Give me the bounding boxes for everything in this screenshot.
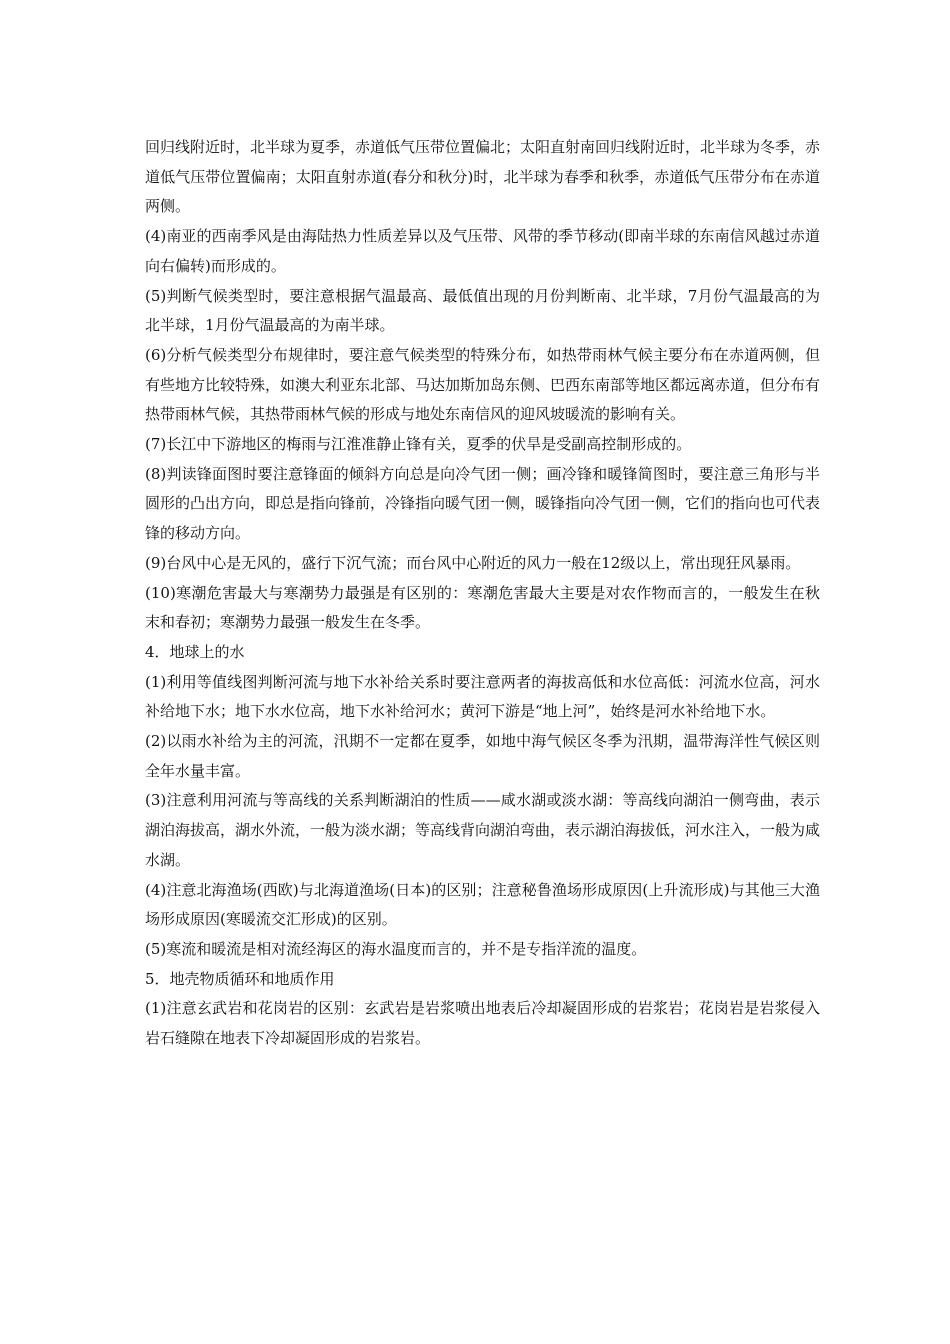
paragraph-item-6: (6)分析气候类型分布规律时，要注意气候类型的特殊分布，如热带雨林气候主要分布在赤道两侧，但有些地方比较特殊，如澳大利亚东北部、马达加斯加岛东侧、巴西东南部等地区都远离赤道，但分布有热带雨林气候，其热带雨林气候的形成与地处东南信风的迎风坡暖流的影响有关。 bbox=[145, 345, 821, 424]
section-heading-crust: 5．地壳物质循环和地质作用 bbox=[145, 969, 335, 988]
paragraph-water-4: (4)注意北海渔场(西欧)与北海道渔场(日本)的区别；注意秘鲁渔场形成原因(上升流形成)与其他三大渔场形成原因(寒暖流交汇形成)的区别。 bbox=[145, 880, 820, 929]
paragraph-item-5: (5)判断气候类型时，要注意根据气温最高、最低值出现的月份判断南、北半球，7月份气温最高的为北半球，1月份气温最高的为南半球。 bbox=[145, 286, 820, 335]
paragraph-water-5: (5)寒流和暖流是相对流经海区的海水温度而言的，并不是专指洋流的温度。 bbox=[145, 939, 647, 958]
paragraph-item-10: (10)寒潮危害最大与寒潮势力最强是有区别的：寒潮危害最大主要是对农作物而言的，一般发生在秋末和春初；寒潮势力最强一般发生在冬季。 bbox=[145, 583, 820, 632]
paragraph-water-3: (3)注意利用河流与等高线的关系判断湖泊的性质——咸水湖或淡水湖：等高线向湖泊一侧弯曲，表示湖泊海拔高，湖水外流，一般为淡水湖；等高线背向湖泊弯曲，表示湖泊海拔低，河水注入，一般为咸水湖。 bbox=[145, 791, 821, 869]
paragraph-item-4: (4)南亚的西南季风是由海陆热力性质差异以及气压带、风带的季节移动(即南半球的东南信风越过赤道向右偏转)而形成的。 bbox=[145, 227, 820, 275]
paragraph-water-2: (2)以雨水补给为主的河流，汛期不一定都在夏季，如地中海气候区冬季为汛期，温带海洋性气候区则全年水量丰富。 bbox=[145, 732, 820, 780]
paragraph-water-1: (1)利用等值线图判断河流与地下水补给关系时要注意两者的海拔高低和水位高低：河流水位高，河水补给地下水；地下水水位高，地下水补给河水；黄河下游是“地上河”，始终是河水补给地下水。 bbox=[145, 672, 820, 721]
paragraph-item-8: (8)判读锋面图时要注意锋面的倾斜方向总是向冷气团一侧；画冷锋和暖锋简图时，要注意三角形与半圆形的凸出方向，即总是指向锋前，冷锋指向暖气团一侧，暖锋指向冷气团一侧，它们的指向也可代表锋的移动方向。 bbox=[145, 464, 821, 543]
document-body bbox=[145, 133, 820, 1054]
section-heading-water: 4．地球上的水 bbox=[145, 642, 245, 661]
paragraph-continuation: 回归线附近时，北半球为夏季，赤道低气压带位置偏北；太阳直射南回归线附近时，北半球为冬季，赤道低气压带位置偏南；太阳直射赤道(春分和秋分)时，北半球为春季和秋季，赤道低气压带分布在赤道两侧。 bbox=[145, 138, 821, 216]
paragraph-item-7: (7)长江中下游地区的梅雨与江淮准静止锋有关，夏季的伏旱是受副高控制形成的。 bbox=[145, 435, 692, 454]
paragraph-crust-1: (1)注意玄武岩和花岗岩的区别：玄武岩是岩浆喷出地表后冷却凝固形成的岩浆岩；花岗岩是岩浆侵入岩石缝隙在地表下冷却凝固形成的岩浆岩。 bbox=[145, 999, 820, 1048]
paragraph-item-9: (9)台风中心是无风的，盛行下沉气流；而台风中心附近的风力一般在12级以上，常出现狂风暴雨。 bbox=[145, 553, 801, 572]
